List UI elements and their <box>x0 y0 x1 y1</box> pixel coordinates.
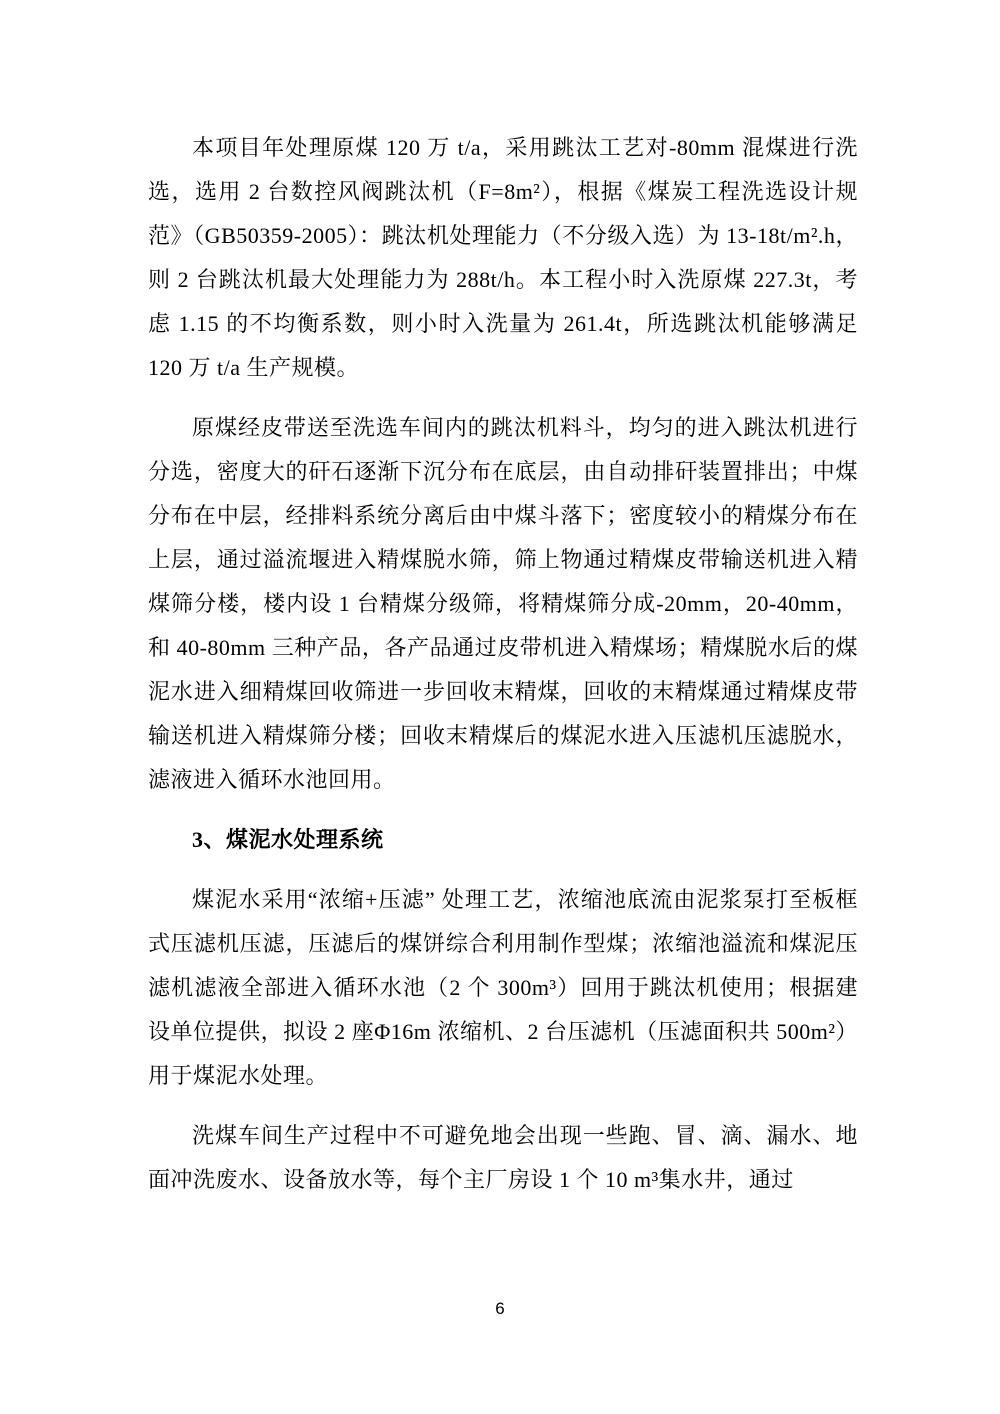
paragraph-jig-capacity: 本项目年处理原煤 120 万 t/a，采用跳汰工艺对-80mm 混煤进行洗选，选用 2 台数控风阀跳汰机（F=8m²），根据《煤炭工程洗选设计规范》（GB50359-2005）：跳汰机处理能力（不分级入选）为 13-18t/m².h，则 2 台跳汰机最大处理能力为 288t/h。本工程小时入洗原煤 227.3t，考虑 1.15 的不均衡系数，则小时入洗量为 261.4t，所选跳汰机能够满足 120 万 t/a 生产规模。 <box>148 135 858 380</box>
page-number: 6 <box>495 1299 505 1318</box>
document-body <box>148 126 858 1218</box>
section-heading-slime-water-system: 3、煤泥水处理系统 <box>192 827 384 852</box>
paragraph-separation-process: 原煤经皮带送至洗选车间内的跳汰机料斗，均匀的进入跳汰机进行分选，密度大的矸石逐渐下沉分布在底层，由自动排矸装置排出；中煤分布在中层，经排料系统分离后由中煤斗落下；密度较小的精煤分布在上层，通过溢流堰进入精煤脱水筛，筛上物通过精煤皮带输送机进入精煤筛分楼，楼内设 1 台精煤分级筛，将精煤筛分成-20mm，20-40mm，和 40-80mm 三种产品，各产品通过皮带机进入精煤场；精煤脱水后的煤泥水进入细精煤回收筛进一步回收末精煤，回收的末精煤通过精煤皮带输送机进入精煤筛分楼；回收末精煤后的煤泥水进入压滤机压滤脱水，滤液进入循环水池回用。 <box>148 415 858 792</box>
paragraph-slime-water-treatment: 煤泥水采用“浓缩+压滤” 处理工艺，浓缩池底流由泥浆泵打至板框式压滤机压滤，压滤后的煤饼综合利用制作型煤；浓缩池溢流和煤泥压滤机滤液全部进入循环水池（2 个 300m³）回用于跳汰机使用；根据建设单位提供，拟设 2 座Φ16m 浓缩机、2 台压滤机（压滤面积共 500m²）用于煤泥水处理。 <box>148 887 858 1088</box>
paragraph-workshop-wastewater: 洗煤车间生产过程中不可避免地会出现一些跑、冒、滴、漏水、地面冲洗废水、设备放水等，每个主厂房设 1 个 10 m³集水井，通过 <box>148 1123 858 1192</box>
